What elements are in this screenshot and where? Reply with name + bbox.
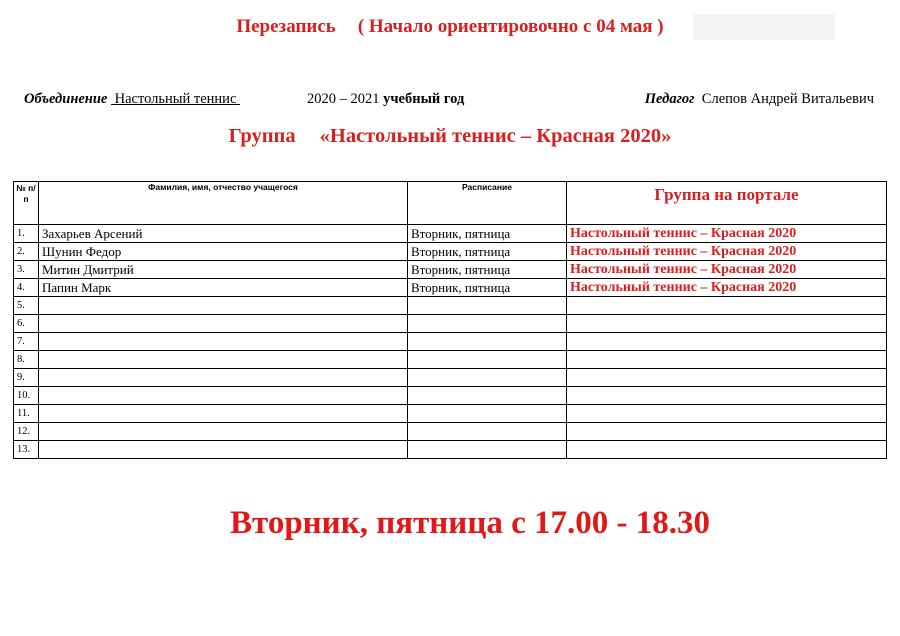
portal-group: Настольный теннис – Красная 2020: [567, 279, 887, 297]
student-name: [39, 369, 408, 387]
table-row: [14, 333, 887, 351]
row-number: 13.: [14, 441, 39, 459]
portal-group: [567, 441, 887, 459]
student-schedule: Вторник, пятница: [408, 261, 567, 279]
portal-group: [567, 387, 887, 405]
student-table: [13, 181, 887, 459]
portal-group: [567, 351, 887, 369]
header-schedule: Расписание: [408, 182, 567, 225]
header-name: Фамилия, имя, отчество учащегося: [39, 182, 408, 225]
student-name: [39, 351, 408, 369]
row-number: 9.: [14, 369, 39, 387]
table-row: [14, 351, 887, 369]
teacher-name: Слепов Андрей Витальевич: [701, 91, 874, 107]
portal-group: [567, 423, 887, 441]
association-info: [24, 91, 240, 108]
row-number: 11.: [14, 405, 39, 423]
student-name: Захарьев Арсений: [39, 225, 408, 243]
student-schedule: [408, 441, 567, 459]
student-name: Митин Дмитрий: [39, 261, 408, 279]
student-name: Папин Марк: [39, 279, 408, 297]
portal-group: [567, 405, 887, 423]
portal-group: Настольный теннис – Красная 2020: [567, 261, 887, 279]
group-name: «Настольный теннис – Красная 2020»: [319, 125, 672, 147]
table-row: [14, 315, 887, 333]
student-name: [39, 315, 408, 333]
table-body: [14, 225, 887, 459]
row-number: 2.: [14, 243, 39, 261]
student-schedule: Вторник, пятница: [408, 243, 567, 261]
student-name: Шунин Федор: [39, 243, 408, 261]
student-schedule: [408, 423, 567, 441]
teacher-label: Педагог: [644, 91, 695, 107]
page-title: [0, 16, 900, 38]
row-number: 5.: [14, 297, 39, 315]
student-name: [39, 441, 408, 459]
table-row: [14, 243, 887, 261]
row-number: 10.: [14, 387, 39, 405]
association-label: Объединение: [24, 91, 108, 107]
info-row: [0, 91, 900, 111]
portal-group: [567, 369, 887, 387]
portal-group: Настольный теннис – Красная 2020: [567, 225, 887, 243]
student-name: [39, 297, 408, 315]
table-header-row: [14, 182, 887, 225]
header-number: № п/п: [14, 182, 39, 225]
table-row: [14, 423, 887, 441]
table-row: [14, 387, 887, 405]
portal-group: Настольный теннис – Красная 2020: [567, 243, 887, 261]
student-schedule: [408, 387, 567, 405]
student-name: [39, 333, 408, 351]
portal-group: [567, 297, 887, 315]
table-row: [14, 297, 887, 315]
student-schedule: [408, 315, 567, 333]
table-row: [14, 369, 887, 387]
student-name: [39, 405, 408, 423]
student-name: [39, 423, 408, 441]
portal-group: [567, 315, 887, 333]
student-schedule: [408, 369, 567, 387]
student-name: [39, 387, 408, 405]
table-row: [14, 225, 887, 243]
school-year: [307, 91, 464, 108]
year-label: учебный год: [383, 91, 465, 107]
row-number: 12.: [14, 423, 39, 441]
row-number: 4.: [14, 279, 39, 297]
student-schedule: [408, 333, 567, 351]
association-value: Настольный теннис: [114, 91, 237, 107]
portal-group: [567, 333, 887, 351]
title-text: Перезапись: [236, 16, 336, 37]
row-number: 1.: [14, 225, 39, 243]
schedule-footer: Вторник, пятница с 17.00 - 18.30: [230, 505, 710, 541]
group-label: Группа: [228, 125, 296, 147]
student-schedule: [408, 405, 567, 423]
table-row: [14, 441, 887, 459]
teacher-info: [645, 91, 874, 108]
table-row: [14, 279, 887, 297]
row-number: 3.: [14, 261, 39, 279]
student-schedule: [408, 351, 567, 369]
row-number: 8.: [14, 351, 39, 369]
row-number: 7.: [14, 333, 39, 351]
row-number: 6.: [14, 315, 39, 333]
table-row: [14, 405, 887, 423]
header-portal-group: Группа на портале: [567, 182, 887, 225]
student-schedule: Вторник, пятница: [408, 279, 567, 297]
student-schedule: Вторник, пятница: [408, 225, 567, 243]
student-schedule: [408, 297, 567, 315]
year-text: 2020 – 2021: [307, 91, 380, 107]
table-row: [14, 261, 887, 279]
group-title: [0, 125, 900, 148]
title-subtitle: ( Начало ориентировочно с 04 мая ): [357, 16, 664, 37]
